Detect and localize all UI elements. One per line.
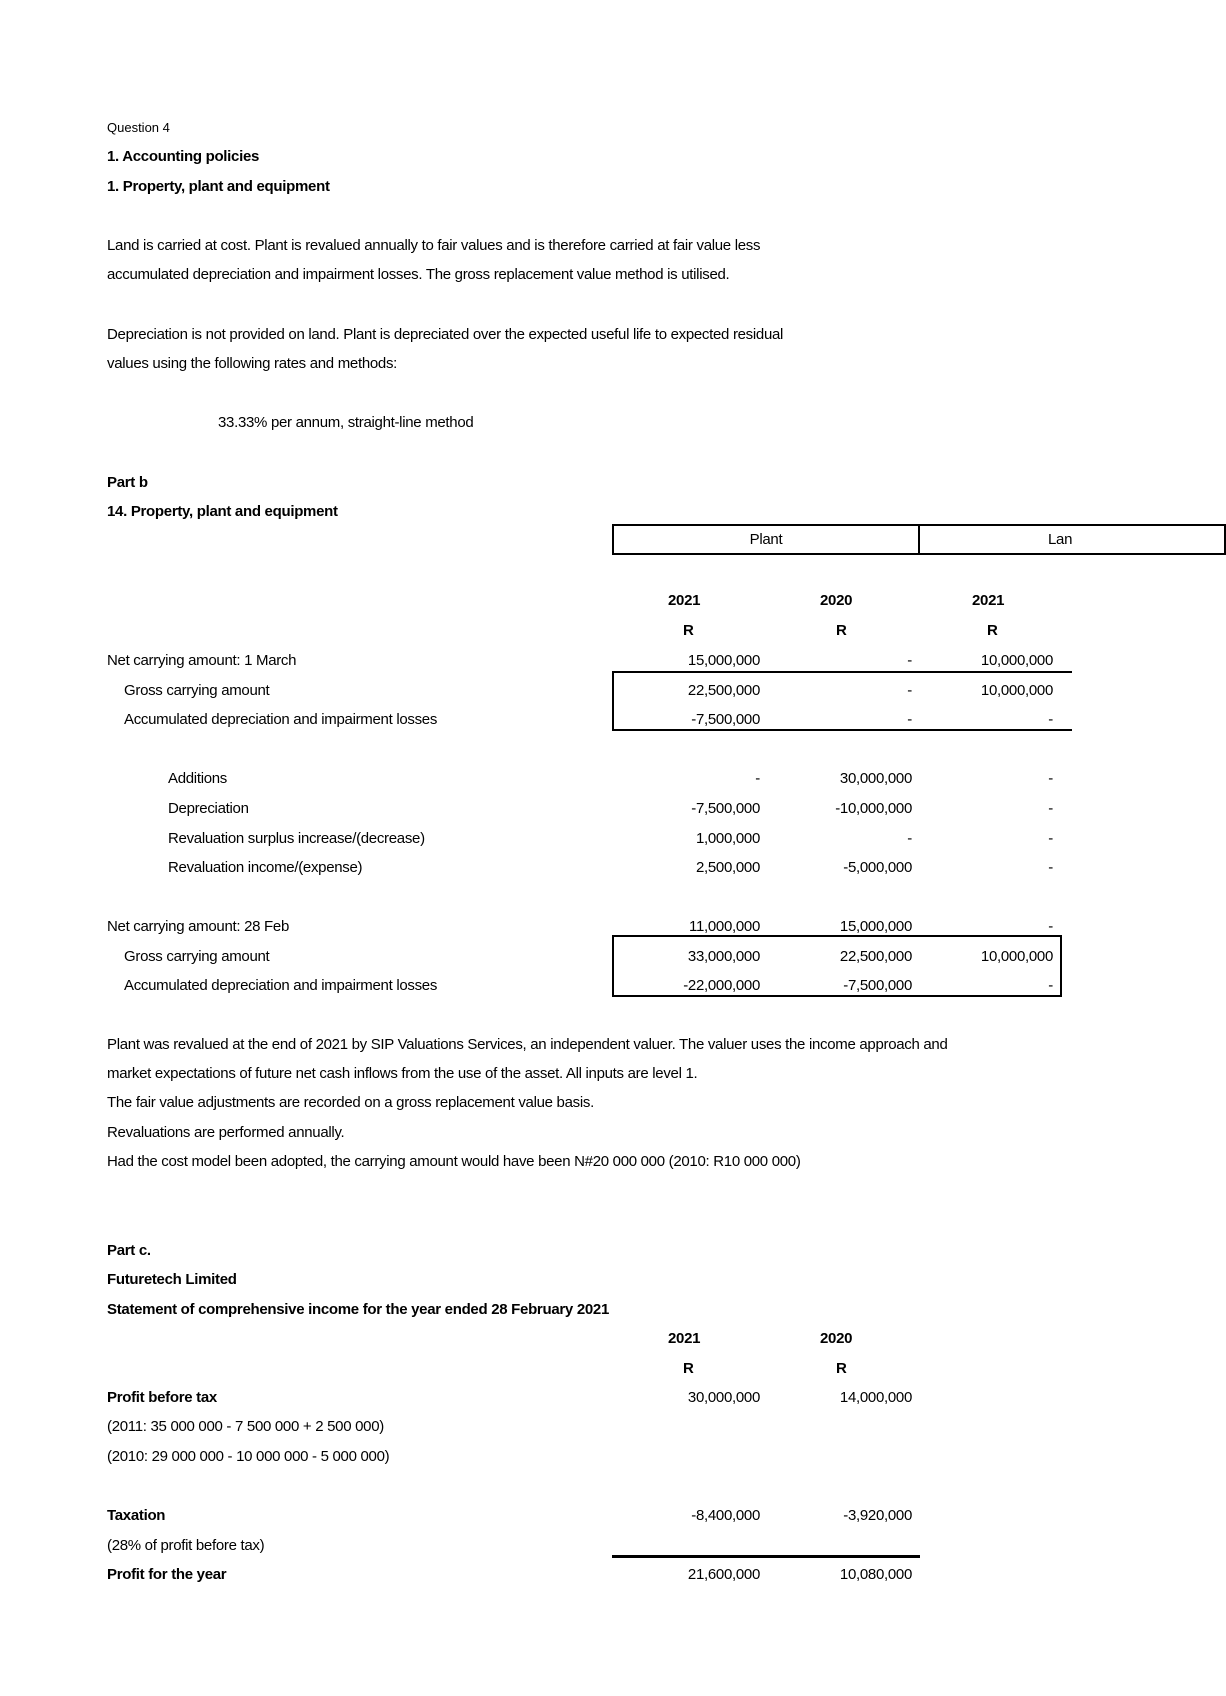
total-rule <box>612 1555 920 1558</box>
row-label: Revaluation income/(expense) <box>168 859 363 876</box>
year-header: 2020 <box>820 1330 853 1347</box>
policy-text: Depreciation is not provided on land. Plant is depreciated over the expected useful life to expected residual <box>107 326 784 343</box>
section-heading: 1. Accounting policies <box>107 148 260 165</box>
row-label: Taxation <box>107 1507 166 1524</box>
calc-note: (28% of profit before tax) <box>107 1537 265 1554</box>
cell-value: - <box>907 652 912 669</box>
cell-value: 1,000,000 <box>695 830 760 847</box>
subsection-heading: 1. Property, plant and equipment <box>107 178 330 195</box>
company-name: Futuretech Limited <box>107 1271 237 1288</box>
cell-value: - <box>1048 977 1053 994</box>
depreciation-rate: 33.33% per annum, straight-line method <box>218 414 474 431</box>
row-label: Revaluation surplus increase/(decrease) <box>168 830 425 847</box>
cell-value: - <box>1048 830 1053 847</box>
cell-value: - <box>1048 770 1053 787</box>
row-label: Accumulated depreciation and impairment losses <box>124 711 438 728</box>
part-b-label: Part b <box>107 474 148 491</box>
row-label: Net carrying amount: 1 March <box>107 652 297 669</box>
cell-value: - <box>1048 711 1053 728</box>
cell-value: - <box>1048 800 1053 817</box>
row-label: Net carrying amount: 28 Feb <box>107 918 289 935</box>
cell-value: 33,000,000 <box>687 948 760 965</box>
year-header: 2021 <box>668 592 701 609</box>
cell-value: 10,000,000 <box>980 948 1053 965</box>
currency-header: R <box>683 622 694 639</box>
cell-value: 30,000,000 <box>687 1389 760 1406</box>
calc-note: (2010: 29 000 000 - 10 000 000 - 5 000 000) <box>107 1448 390 1465</box>
cell-value: 22,500,000 <box>839 948 912 965</box>
cell-value: -10,000,000 <box>835 800 912 817</box>
cell-value: 10,000,000 <box>980 652 1053 669</box>
cell-value: - <box>907 711 912 728</box>
land-group-header <box>918 524 1073 555</box>
cell-value: 15,000,000 <box>839 918 912 935</box>
note-text: Had the cost model been adopted, the carrying amount would have been N#20 000 000 (2010: R10 000 000) <box>107 1153 801 1170</box>
cell-value: 30,000,000 <box>839 770 912 787</box>
note-text: Revaluations are performed annually. <box>107 1124 345 1141</box>
policy-text: Land is carried at cost. Plant is revalued annually to fair values and is therefore carried at fair value less <box>107 237 761 254</box>
row-label: Additions <box>168 770 228 787</box>
row-label: Gross carrying amount <box>124 948 270 965</box>
currency-header: R <box>987 622 998 639</box>
cell-value: -7,500,000 <box>691 711 760 728</box>
cell-value: 21,600,000 <box>687 1566 760 1583</box>
cell-value: 11,000,000 <box>689 918 760 935</box>
cell-value: - <box>1048 918 1053 935</box>
currency-header: R <box>836 1360 847 1377</box>
cell-value: 10,080,000 <box>839 1566 912 1583</box>
cell-value: - <box>907 682 912 699</box>
part-c-label: Part c. <box>107 1242 151 1259</box>
year-header: 2021 <box>668 1330 701 1347</box>
row-label: Profit for the year <box>107 1566 227 1583</box>
cell-value: -5,000,000 <box>843 859 912 876</box>
note-text: The fair value adjustments are recorded on a gross replacement value basis. <box>107 1094 594 1111</box>
land-group-label: Lan <box>1048 531 1073 548</box>
cell-value: 2,500,000 <box>695 859 760 876</box>
cell-value: - <box>1048 859 1053 876</box>
row-label: Depreciation <box>168 800 249 817</box>
cell-value: 10,000,000 <box>980 682 1053 699</box>
statement-title: Statement of comprehensive income for the year ended 28 February 2021 <box>107 1301 609 1318</box>
cell-value: - <box>755 770 760 787</box>
note-title: 14. Property, plant and equipment <box>107 503 338 520</box>
cell-value: -7,500,000 <box>691 800 760 817</box>
policy-text: values using the following rates and methods: <box>107 355 398 372</box>
row-label: Accumulated depreciation and impairment losses <box>124 977 438 994</box>
note-text: Plant was revalued at the end of 2021 by SIP Valuations Services, an independent valuer. The valuer uses the income approach and <box>107 1036 948 1053</box>
currency-header: R <box>683 1360 694 1377</box>
year-header: 2020 <box>820 592 853 609</box>
policy-text: accumulated depreciation and impairment losses. The gross replacement value method is utilised. <box>107 266 730 283</box>
row-label: Profit before tax <box>107 1389 217 1406</box>
year-header: 2021 <box>972 592 1005 609</box>
cell-value: 15,000,000 <box>687 652 760 669</box>
calc-note: (2011: 35 000 000 - 7 500 000 + 2 500 000) <box>107 1418 384 1435</box>
cell-value: -22,000,000 <box>683 977 760 994</box>
question-label: Question 4 <box>107 120 170 135</box>
row-label: Gross carrying amount <box>124 682 270 699</box>
cell-value: -8,400,000 <box>691 1507 760 1524</box>
cell-value: -7,500,000 <box>843 977 912 994</box>
note-text: market expectations of future net cash inflows from the use of the asset. All inputs are level 1. <box>107 1065 698 1082</box>
cell-value: -3,920,000 <box>843 1507 912 1524</box>
currency-header: R <box>836 622 847 639</box>
cell-value: 14,000,000 <box>839 1389 912 1406</box>
cell-value: 22,500,000 <box>687 682 760 699</box>
plant-group-label: Plant <box>749 531 783 548</box>
plant-group-header <box>612 524 920 555</box>
cell-value: - <box>907 830 912 847</box>
